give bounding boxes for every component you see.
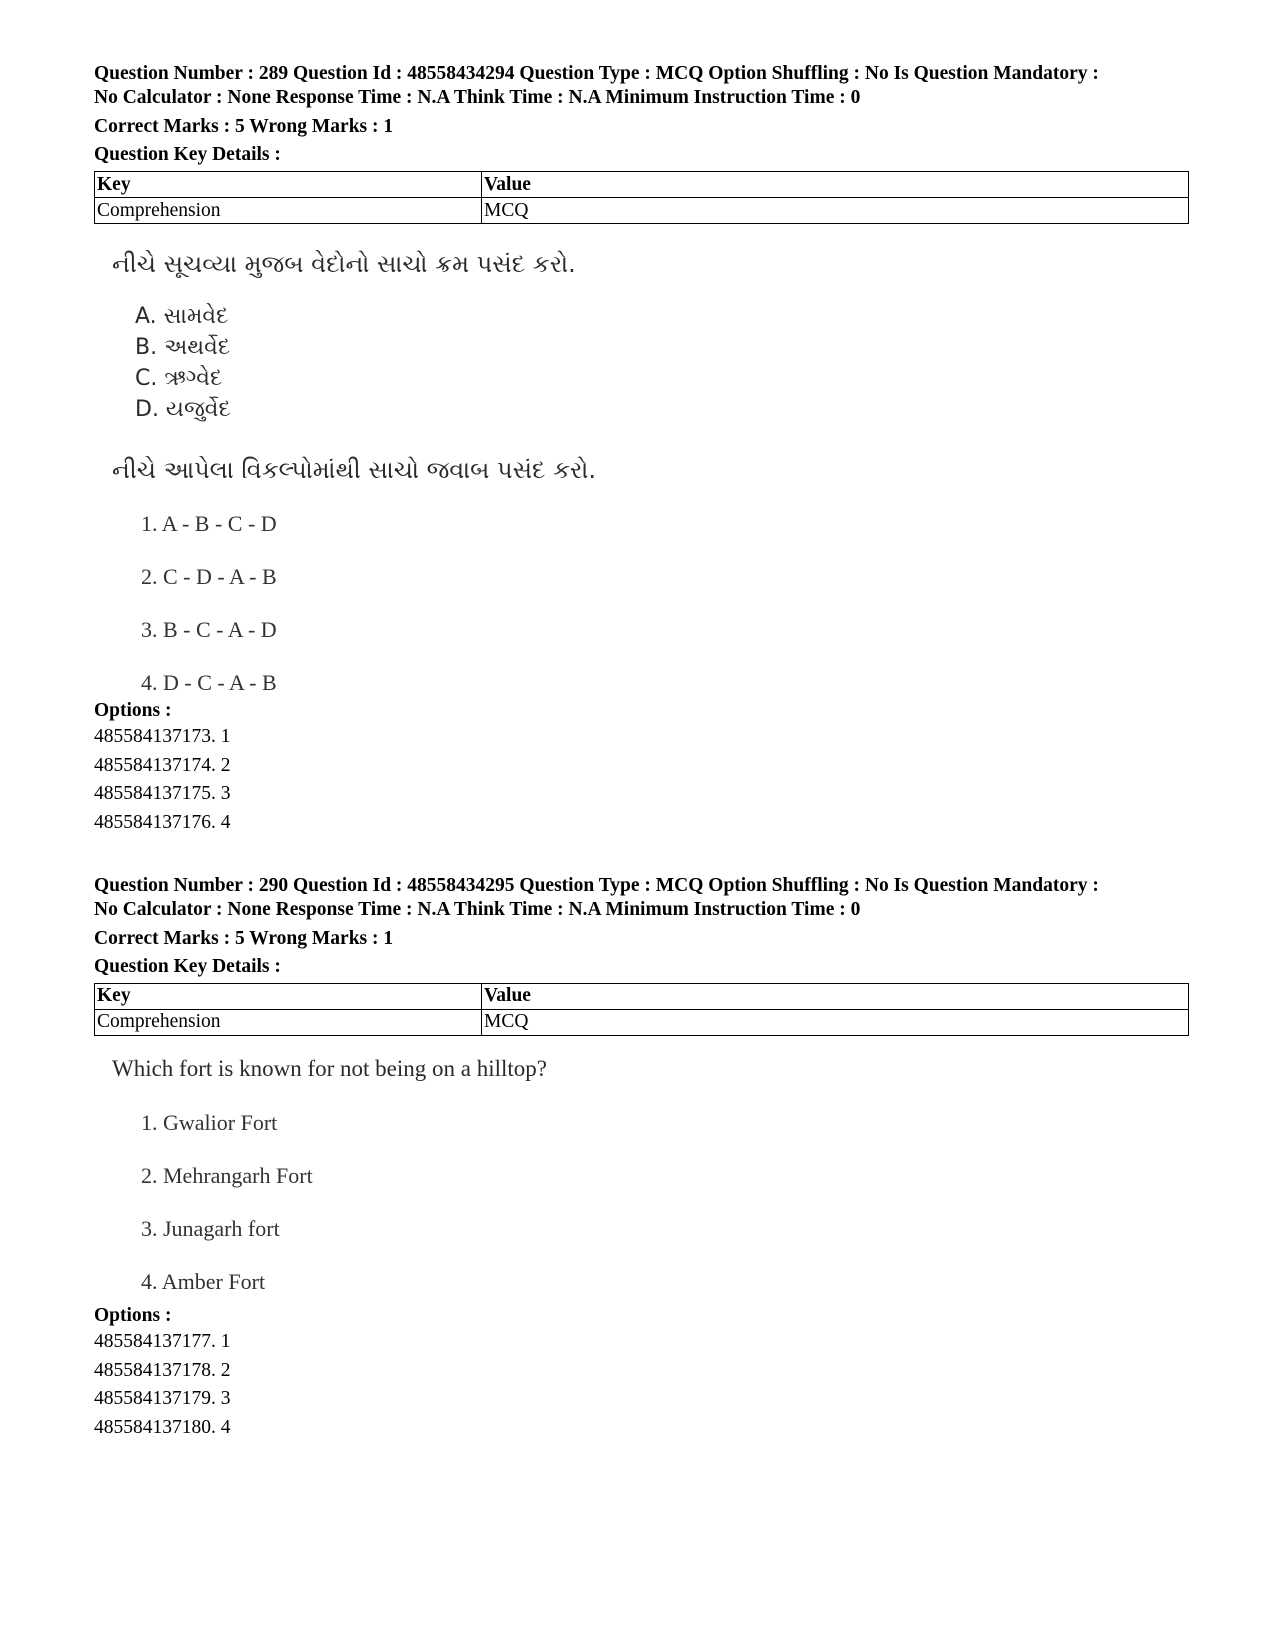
option-row: 485584137179. 3 (94, 1388, 231, 1410)
option-row: 485584137175. 3 (94, 783, 231, 805)
table-header-value: Value (482, 172, 1189, 198)
question-stem: Which fort is known for not being on a hilltop? (112, 1055, 548, 1081)
table-header-row (95, 172, 1189, 198)
table-cell-key: Comprehension (95, 198, 482, 224)
marks-line: Correct Marks : 5 Wrong Marks : 1 (94, 116, 394, 137)
options-title: Options : (94, 700, 172, 721)
table-cell-key: Comprehension (95, 1009, 482, 1035)
list-item: A. સામવેદ (135, 304, 229, 329)
choice-item: 4. D - C - A - B (141, 670, 277, 695)
question-meta-line-2: No Calculator : None Response Time : N.A Think Time : N.A Minimum Instruction Time : 0 (94, 87, 861, 108)
question-meta-line-1: Question Number : 290 Question Id : 48558434295 Question Type : MCQ Option Shuffling : No Is Question Mandatory : (94, 874, 1099, 896)
table-row (95, 1009, 1189, 1035)
option-row: 485584137180. 4 (94, 1416, 231, 1438)
table-cell-value: MCQ (482, 1009, 1189, 1035)
table-header-key: Key (95, 983, 482, 1009)
question-289 (94, 62, 1189, 838)
option-row: 485584137176. 4 (94, 812, 231, 834)
option-row: 485584137174. 2 (94, 754, 231, 776)
question-290 (94, 874, 1189, 1443)
key-details-title: Question Key Details : (94, 955, 281, 977)
key-details-title: Question Key Details : (94, 144, 281, 165)
choice-item: 1. Gwalior Fort (141, 1109, 278, 1135)
question-image (94, 1036, 1189, 1304)
question-stem: નીચે સૂચવ્યા મુજબ વેદોનો સાચો ક્રમ પસંદ કરો. (112, 250, 576, 278)
question-image (94, 224, 1189, 699)
key-details-table (94, 983, 1189, 1036)
table-row (95, 198, 1189, 224)
question-meta-line-1: Question Number : 289 Question Id : 48558434294 Question Type : MCQ Option Shuffling : No Is Question Mandatory : (94, 63, 1099, 84)
options-title: Options : (94, 1304, 172, 1326)
choice-item: 4. Amber Fort (141, 1268, 266, 1294)
option-row: 485584137173. 1 (94, 726, 231, 747)
question-instruction: નીચે આપેલા વિકલ્પોમાંથી સાચો જવાબ પસંદ કરો. (112, 456, 597, 484)
table-cell-value: MCQ (482, 198, 1189, 224)
choice-item: 2. Mehrangarh Fort (141, 1162, 313, 1188)
table-header-row (95, 983, 1189, 1009)
choice-item: 1. A - B - C - D (141, 511, 277, 536)
marks-line: Correct Marks : 5 Wrong Marks : 1 (94, 927, 394, 949)
option-row: 485584137178. 2 (94, 1359, 231, 1381)
table-header-key: Key (95, 172, 482, 198)
key-details-table (94, 171, 1189, 224)
document-page (94, 62, 1189, 1443)
list-item: D. યજુર્વેદ (135, 397, 231, 422)
question-meta-line-2: No Calculator : None Response Time : N.A Think Time : N.A Minimum Instruction Time : 0 (94, 898, 861, 920)
table-header-value: Value (482, 983, 1189, 1009)
choice-item: 3. B - C - A - D (141, 617, 277, 642)
choice-item: 3. Junagarh fort (141, 1215, 280, 1241)
list-item: B. અથર્વેદ (135, 335, 231, 360)
choice-item: 2. C - D - A - B (141, 564, 277, 589)
list-item: C. ઋગ્વેદ (135, 366, 223, 391)
option-row: 485584137177. 1 (94, 1330, 231, 1352)
